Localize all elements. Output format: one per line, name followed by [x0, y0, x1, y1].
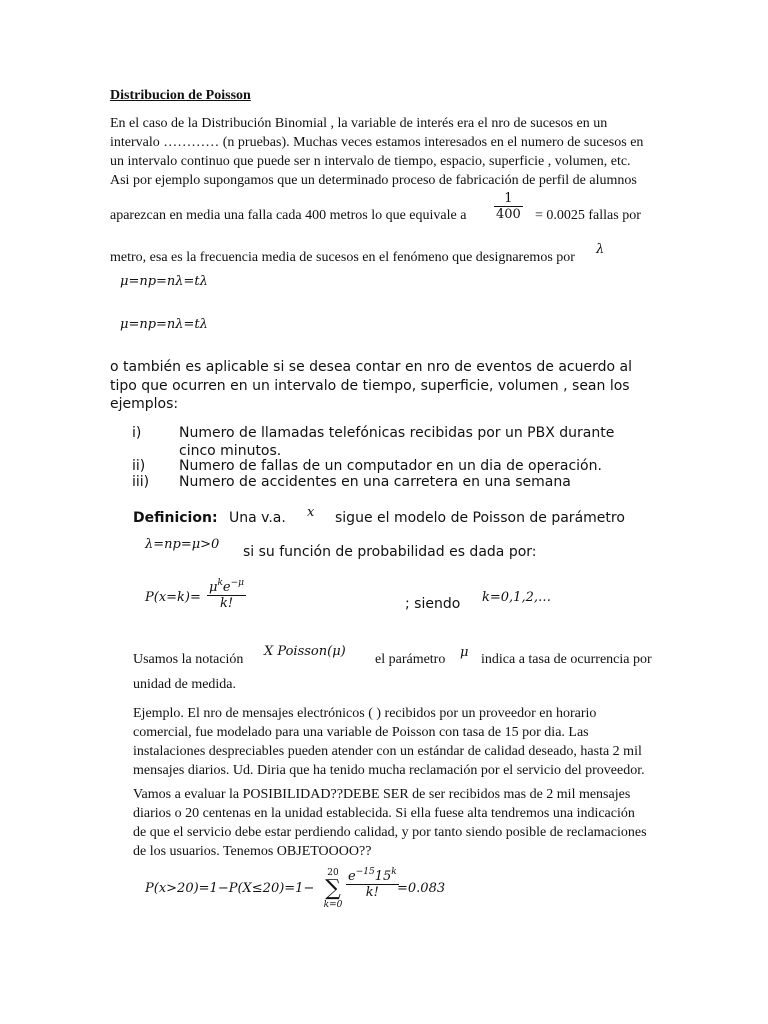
e-symbol: e [222, 580, 231, 595]
intro-line: Asi por ejemplo supongamos que un determinado proceso de fabricación de perfil de alumnos [110, 173, 637, 188]
notacion-text: unidad de medida. [133, 677, 237, 692]
tambien-line: o también es aplicable si se desea contar en nro de eventos de acuerdo al [110, 359, 632, 375]
exponent: k [217, 578, 223, 588]
lambda-symbol: λ [596, 242, 605, 257]
notacion-text: el parámetro [375, 652, 446, 667]
ejemplo-line: instalaciones despreciables pueden atender con un estándar de calidad deseado, hasta 2 mil [133, 744, 642, 759]
example-text: Numero de accidentes en una carretera en una semana [179, 474, 571, 490]
final-result: =0.083 [397, 881, 446, 896]
example-text: Numero de llamadas telefónicas recibidas por un PBX durante [179, 425, 615, 441]
sum-symbol: ∑ [325, 876, 341, 901]
vamos-line: de los usuarios. Tenemos OBJETOOOO?? [133, 844, 372, 859]
aparezcan-text: aparezcan en media una falla cada 400 metros lo que equivale a [110, 208, 467, 223]
tambien-line: ejemplos: [110, 396, 179, 412]
intro-line: En el caso de la Distribución Binomial , la variable de interés era el nro de sucesos en un [110, 116, 608, 131]
fraction-numerator: 1 [494, 191, 523, 207]
metro-text: metro, esa es la frecuencia media de sucesos en el fenómeno que designaremos por [110, 250, 575, 265]
ejemplo-line: Ejemplo. El nro de mensajes electrónicos ( ) recibidos por un proveedor en horario [133, 706, 597, 721]
ejemplo-line: mensajes diarios. Ud. Diria que ha tenido mucha reclamación por el servicio del proveedor. [133, 763, 645, 778]
definicion-label: Definicion: [133, 510, 218, 526]
final-fraction [346, 869, 399, 900]
fraction-1-400 [494, 191, 523, 222]
summation [323, 868, 343, 910]
siendo-text: ; siendo [405, 596, 461, 612]
example-text-cont: cinco minutos. [179, 443, 282, 459]
exponent: −15 [355, 867, 375, 877]
pmf-lhs: P(x=k)= [145, 590, 201, 605]
final-formula-lhs: P(x>20)=1−P(X≤20)=1− [145, 881, 315, 896]
fraction-denominator: 400 [496, 207, 521, 222]
exponent: −μ [230, 578, 245, 588]
exponent: k [391, 867, 397, 877]
pmf-numerator [207, 580, 246, 596]
example-text: Numero de fallas de un computador en un dia de operación. [179, 458, 602, 474]
parameter-formula: λ=np=μ>0 [145, 537, 220, 552]
notacion-text: Usamos la notación [133, 652, 244, 667]
vamos-line: diarios o 20 centenas en la unidad establecida. Si ella fuese alta tendremos una indicación [133, 806, 635, 821]
tambien-line: tipo que ocurren en un intervalo de tiempo, superficie, volumen , sean los [110, 377, 630, 394]
sum-bottom: k=0 [323, 900, 343, 910]
k-range: k=0,1,2,… [482, 590, 551, 605]
definicion-text: Una v.a. [229, 510, 286, 526]
vamos-line: Vamos a evaluar la POSIBILIDAD??DEBE SER de ser recibidos mas de 2 mil mensajes [133, 787, 631, 802]
mu-symbol: μ [460, 645, 469, 660]
tambien-paragraph [110, 358, 632, 414]
example-number: i) [132, 425, 142, 441]
sum-top: 20 [327, 868, 339, 878]
intro-line: intervalo ………… (n pruebas). Muchas veces estamos interesados en el numero de sucesos en [110, 135, 644, 150]
intro-paragraph [110, 114, 643, 190]
pmf-fraction [207, 580, 246, 611]
mu-formula: μ=np=nλ=tλ [120, 317, 208, 332]
e-symbol: e [348, 869, 356, 884]
base-value: 15 [374, 869, 392, 884]
example-number: ii) [132, 458, 146, 474]
mu-formula: μ=np=nλ=tλ [120, 274, 208, 289]
fallas-por-text: = 0.0025 fallas por [535, 208, 641, 223]
definicion-text: si su función de probabilidad es dada por: [243, 544, 537, 560]
variable-x: x [307, 505, 315, 520]
vamos-line: de que el servicio debe estar perdiendo calidad, y por tanto siendo posible de reclamaciones [133, 825, 647, 840]
ejemplo-paragraph [133, 704, 645, 780]
page-title: Distribucion de Poisson [110, 88, 251, 103]
intro-line: un intervalo continuo que puede ser n intervalo de tiempo, espacio, superficie , volumen, etc. [110, 154, 631, 169]
final-numerator [346, 869, 399, 885]
definicion-text: sigue el modelo de Poisson de parámetro [335, 510, 625, 526]
pmf-denominator: k! [219, 596, 234, 611]
poisson-notation: X Poisson(μ) [264, 644, 346, 659]
mu-symbol: μ [209, 580, 218, 595]
vamos-paragraph [133, 785, 647, 861]
final-denominator: k! [365, 885, 379, 900]
example-number: iii) [132, 474, 150, 490]
notacion-text: indica a tasa de ocurrencia por [481, 652, 652, 667]
ejemplo-line: comercial, fue modelado para una variable de Poisson con tasa de 15 por dia. Las [133, 725, 589, 740]
